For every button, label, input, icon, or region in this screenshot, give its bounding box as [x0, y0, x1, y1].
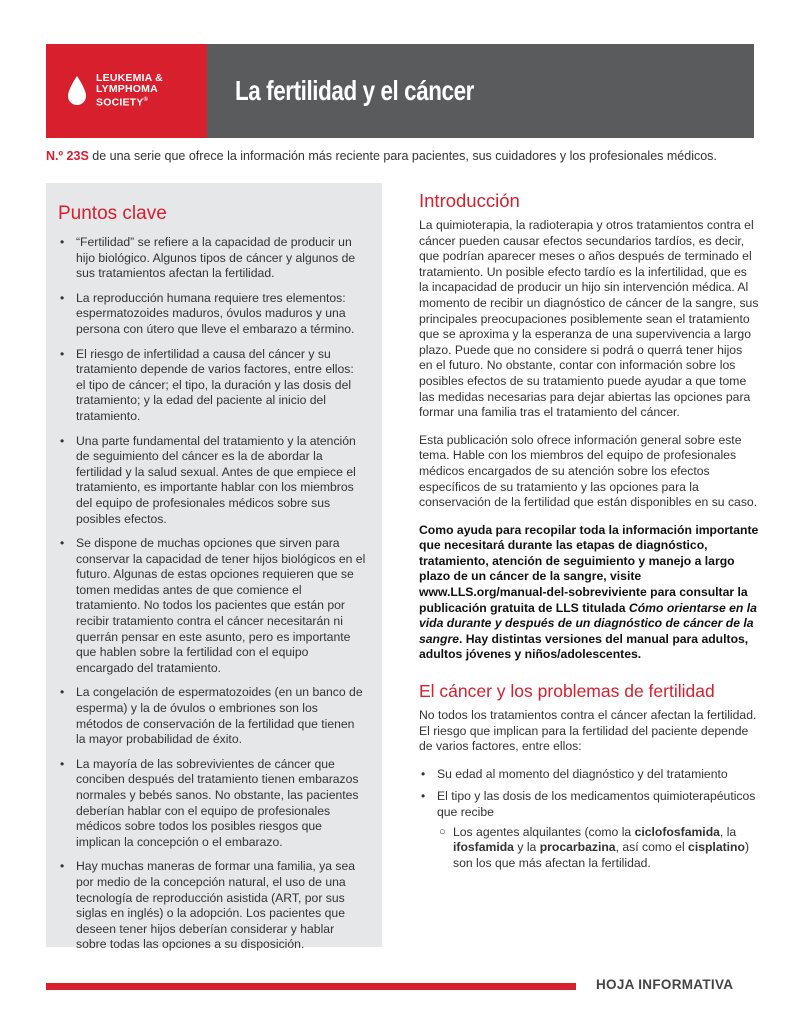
drug-name: ciclofosfamida: [634, 824, 720, 839]
key-point-item: [58, 235, 366, 282]
sub-text: , la: [719, 824, 737, 839]
guide-title: Cómo orientarse en la vida durante y después de un diagnóstico de cáncer de la sangre: [419, 600, 757, 646]
risk-factor-text: El tipo y las dosis de los medicamentos quimioterapéuticos que recibe: [437, 789, 756, 819]
intro-paragraph-2: Esta publicación solo ofrece información general sobre este tema. Hable con los miembros del equipo de profesionales médicos encargados de su atención sobre los efectos específicos de su tratamiento y las opciones para la conservación de la fertilidad que están disponibles en su caso.: [419, 432, 758, 510]
risk-factor-item: [419, 789, 759, 871]
guide-note-end: . Hay distintas versiones del manual para adultos, adultos jóvenes y niños/adolescentes.: [419, 631, 749, 662]
bullet-icon: •: [60, 756, 65, 771]
bullet-icon: •: [421, 789, 426, 804]
key-point-item: [58, 291, 366, 338]
bullet-icon: •: [60, 346, 65, 361]
key-point-text: Se dispone de muchas opciones que sirven para conservar la capacidad de tener hijos biológicos en el futuro. Algunas de estas opciones requieren que se tomen medidas antes de que comience el tratamiento. No todos los pacientes que están por recibir tratamiento contra el cáncer necesitarán ni querrán pensar en este asunto, pero es importante que hablen sobre la fertilidad con el equipo encargado del tratamiento.: [76, 536, 366, 675]
sub-text: Los agentes alquilantes (como la: [453, 824, 635, 839]
bullet-icon: •: [60, 235, 65, 249]
key-points-heading: Puntos clave: [58, 203, 167, 224]
intro-paragraph-1: La quimioterapia, la radioterapia y otros tratamientos contra el cáncer pueden causar efectos secundarios tardíos, es decir, que podrían aparecer meses o años después de terminado el tratamiento. Un posible efecto tardío es la infertilidad, que es la incapacidad de producir un hijo sin intervención médica. Al momento de recibir un diagnóstico de cáncer de la sangre, sus principales preocupaciones posiblemente sean el tratamiento que se aproxima y la esperanza de una supervivencia a largo plazo. Puede que no considere si podrá o querrá tener hijos en el futuro. No obstante, contar con información sobre los posibles efectos de su tratamiento puede ayudar a que tome las medidas necesarias para dejar abiertas las opciones para formar una familia tras el tratamiento del cáncer.: [419, 218, 759, 420]
key-point-item: [58, 347, 366, 425]
risk-factors-list: [419, 767, 759, 872]
key-point-item: [58, 434, 366, 528]
bullet-icon: •: [60, 536, 65, 551]
key-point-text: El riesgo de infertilidad a causa del cáncer y su tratamiento depende de varios factores, entre ellos: el tipo de cáncer; el tipo, la duración y las dosis del tratamiento; y la edad del paciente al inicio del tratamiento.: [76, 346, 354, 423]
circle-bullet-icon: ○: [439, 825, 446, 838]
intro-heading: Introducción: [419, 190, 520, 211]
series-text: de una serie que ofrece la información más reciente para pacientes, sus cuidadores y los profesionales médicos.: [88, 149, 717, 163]
lls-logo: [46, 44, 207, 138]
key-point-text: Hay muchas maneras de formar una familia, ya sea por medio de la concepción natural, el uso de una tecnología de reproducción asistida (ART, por sus siglas en inglés) o la adopción. Los pacientes que deseen tener hijos deberían considerar y hablar sobre todas las opciones a su disposición.: [76, 859, 356, 952]
drug-name: cisplatino: [688, 840, 745, 855]
sub-text: ) son los que más afectan la fertilidad.: [453, 840, 749, 870]
title-bar: [207, 44, 754, 138]
page-title: La fertilidad y el cáncer: [235, 75, 474, 106]
logo-line-1: LEUKEMIA &: [96, 72, 163, 85]
key-point-item: [58, 859, 366, 953]
fertility-heading: El cáncer y los problemas de fertilidad: [419, 681, 715, 702]
bullet-icon: •: [60, 859, 65, 874]
sub-item: [437, 825, 759, 872]
bullet-icon: •: [60, 290, 65, 305]
key-point-item: [58, 536, 366, 676]
guide-note-text: Como ayuda para recopilar toda la información importante que necesitará durante las etapas de diagnóstico, tratamiento, atención de seguimiento y manejo a largo plazo de un cáncer de la sangre, visite www.LLS.org/manual-del-sobreviviente para consultar la publicación gratuita de LLS titulada: [419, 522, 759, 615]
footer-red-bar: [46, 983, 576, 990]
key-points-list: [58, 235, 366, 953]
key-point-item: [58, 685, 366, 747]
registered-mark: ®: [143, 97, 149, 104]
logo-line-3: SOCIETY: [96, 96, 144, 109]
series-number: N.º 23S: [46, 149, 89, 163]
bullet-icon: •: [60, 433, 65, 448]
sub-text: y la: [513, 840, 540, 855]
fertility-paragraph: No todos los tratamientos contra el cáncer afectan la fertilidad. El riesgo que implican para la fertilidad del paciente depende de varios factores, entre ellos:: [419, 708, 757, 754]
survivorship-guide-note: [419, 523, 759, 663]
key-point-item: [58, 757, 366, 851]
key-points-box: [46, 183, 382, 952]
footer-label: HOJA INFORMATIVA: [596, 977, 734, 992]
sub-text: , así como el: [615, 840, 689, 855]
key-point-text: La reproducción humana requiere tres elementos: espermatozoides maduros, óvulos maduros y una persona con útero que lleve el embarazo a término.: [76, 290, 355, 336]
bullet-icon: •: [421, 766, 426, 781]
risk-factor-item: [419, 767, 759, 783]
risk-factor-text: Su edad al momento del diagnóstico y del tratamiento: [437, 766, 728, 781]
drug-name: procarbazina: [539, 840, 616, 855]
key-point-text: Una parte fundamental del tratamiento y la atención de seguimiento del cáncer es la de abordar la fertilidad y la salud sexual. Antes de que empiece el tratamiento, es importante hablar con los miembros del equipo de profesionales médicos sobre sus posibles efectos.: [76, 433, 356, 526]
series-line: [46, 149, 766, 163]
key-point-text: “Fertilidad” se refiere a la capacidad de producir un hijo biológico. Algunos tipos de cáncer y algunos de sus tratamientos afectan la fertilidad.: [76, 235, 356, 281]
blood-drop-icon: [66, 75, 88, 107]
key-point-text: La mayoría de las sobrevivientes de cáncer que conciben después del tratamiento tienen embarazos normales y bebés sanos. No obstante, las pacientes deberían hablar con el equipo de profesionales médicos sobre todos los posibles riesgos que implican la concepción o el embarazo.: [76, 756, 359, 849]
chemo-sub-list: [437, 825, 759, 872]
page-header: [46, 44, 754, 138]
logo-line-2: LYMPHOMA: [96, 83, 158, 96]
main-column: [419, 190, 759, 878]
key-point-text: La congelación de espermatozoides (en un banco de esperma) y la de óvulos o embriones son los métodos de conservación de la fertilidad que tienen la mayor probabilidad de éxito.: [76, 685, 363, 747]
bullet-icon: •: [60, 685, 65, 700]
drug-name: ifosfamida: [453, 840, 514, 855]
logo-text: [96, 73, 163, 109]
